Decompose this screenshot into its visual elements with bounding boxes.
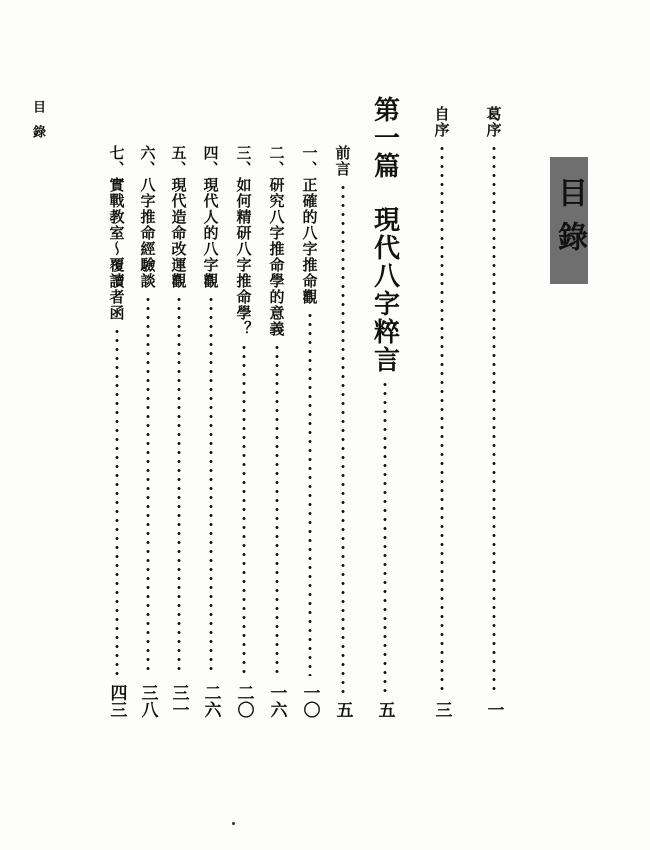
dot-leader <box>341 183 345 693</box>
toc-entry-title: 七、實戰教室～覆讀者函 <box>107 145 126 321</box>
toc-entry-title: 自序 <box>432 106 451 138</box>
toc-entry-section-6[interactable] <box>135 145 161 718</box>
toc-entry-section-2[interactable] <box>264 145 290 718</box>
dot-leader <box>440 144 444 693</box>
toc-entry-part-1[interactable] <box>367 96 403 718</box>
running-header: 目錄 <box>30 100 45 150</box>
page-title-block <box>550 157 588 284</box>
toc-entry-page: 三八 <box>137 684 158 718</box>
dot-leader <box>209 295 213 676</box>
toc-entry-section-1[interactable] <box>297 145 323 718</box>
dot-leader <box>177 295 181 676</box>
dot-leader <box>275 343 279 676</box>
toc-entry-title: 三、如何精研八字推命學？ <box>234 145 253 337</box>
part-name: 現代八字粹言 <box>369 206 400 374</box>
toc-entry-title: 六、八字推命經驗談 <box>138 145 157 289</box>
dot-leader <box>308 311 312 676</box>
toc-entry-page: 三一 <box>168 684 189 718</box>
toc-entry-title: 一、正確的八字推命觀 <box>300 145 319 305</box>
toc-entry-title: 前言 <box>333 145 352 177</box>
dot-leader <box>242 343 246 676</box>
scan-speck <box>232 822 235 825</box>
toc-entry-title: 四、現代人的八字觀 <box>201 145 220 289</box>
dot-leader <box>115 327 119 676</box>
toc-entry-zi-xu[interactable] <box>429 106 455 718</box>
toc-entry-title: 二、研究八字推命學的意義 <box>267 145 286 337</box>
dot-leader <box>383 380 387 693</box>
toc-entry-section-4[interactable] <box>198 145 224 718</box>
toc-entry-section-3[interactable] <box>231 145 257 718</box>
toc-entry-page: 一 <box>483 701 504 718</box>
toc-entry-page: 一六 <box>266 684 287 718</box>
toc-entry-page: 四三 <box>106 684 127 718</box>
toc-entry-page: 一〇 <box>299 684 320 718</box>
dot-leader <box>492 144 496 693</box>
dot-leader <box>146 295 150 676</box>
toc-entry-title: 五、現代造命改運觀 <box>169 145 188 289</box>
toc-entry-page: 三 <box>431 701 452 718</box>
toc-entry-section-5[interactable] <box>166 145 192 718</box>
part-title <box>367 96 404 374</box>
toc-entry-page: 五 <box>332 701 353 718</box>
part-number: 第一篇 <box>369 96 400 180</box>
toc-entry-ge-xu[interactable] <box>481 106 507 718</box>
toc-entry-section-7[interactable] <box>104 145 130 718</box>
page-title: 目錄 <box>552 176 587 265</box>
toc-entry-page: 五 <box>374 701 395 718</box>
toc-entry-qian-yan[interactable] <box>330 145 356 718</box>
toc-entry-title: 葛序 <box>484 106 503 138</box>
toc-entry-page: 二六 <box>200 684 221 718</box>
toc-entry-page: 二〇 <box>233 684 254 718</box>
